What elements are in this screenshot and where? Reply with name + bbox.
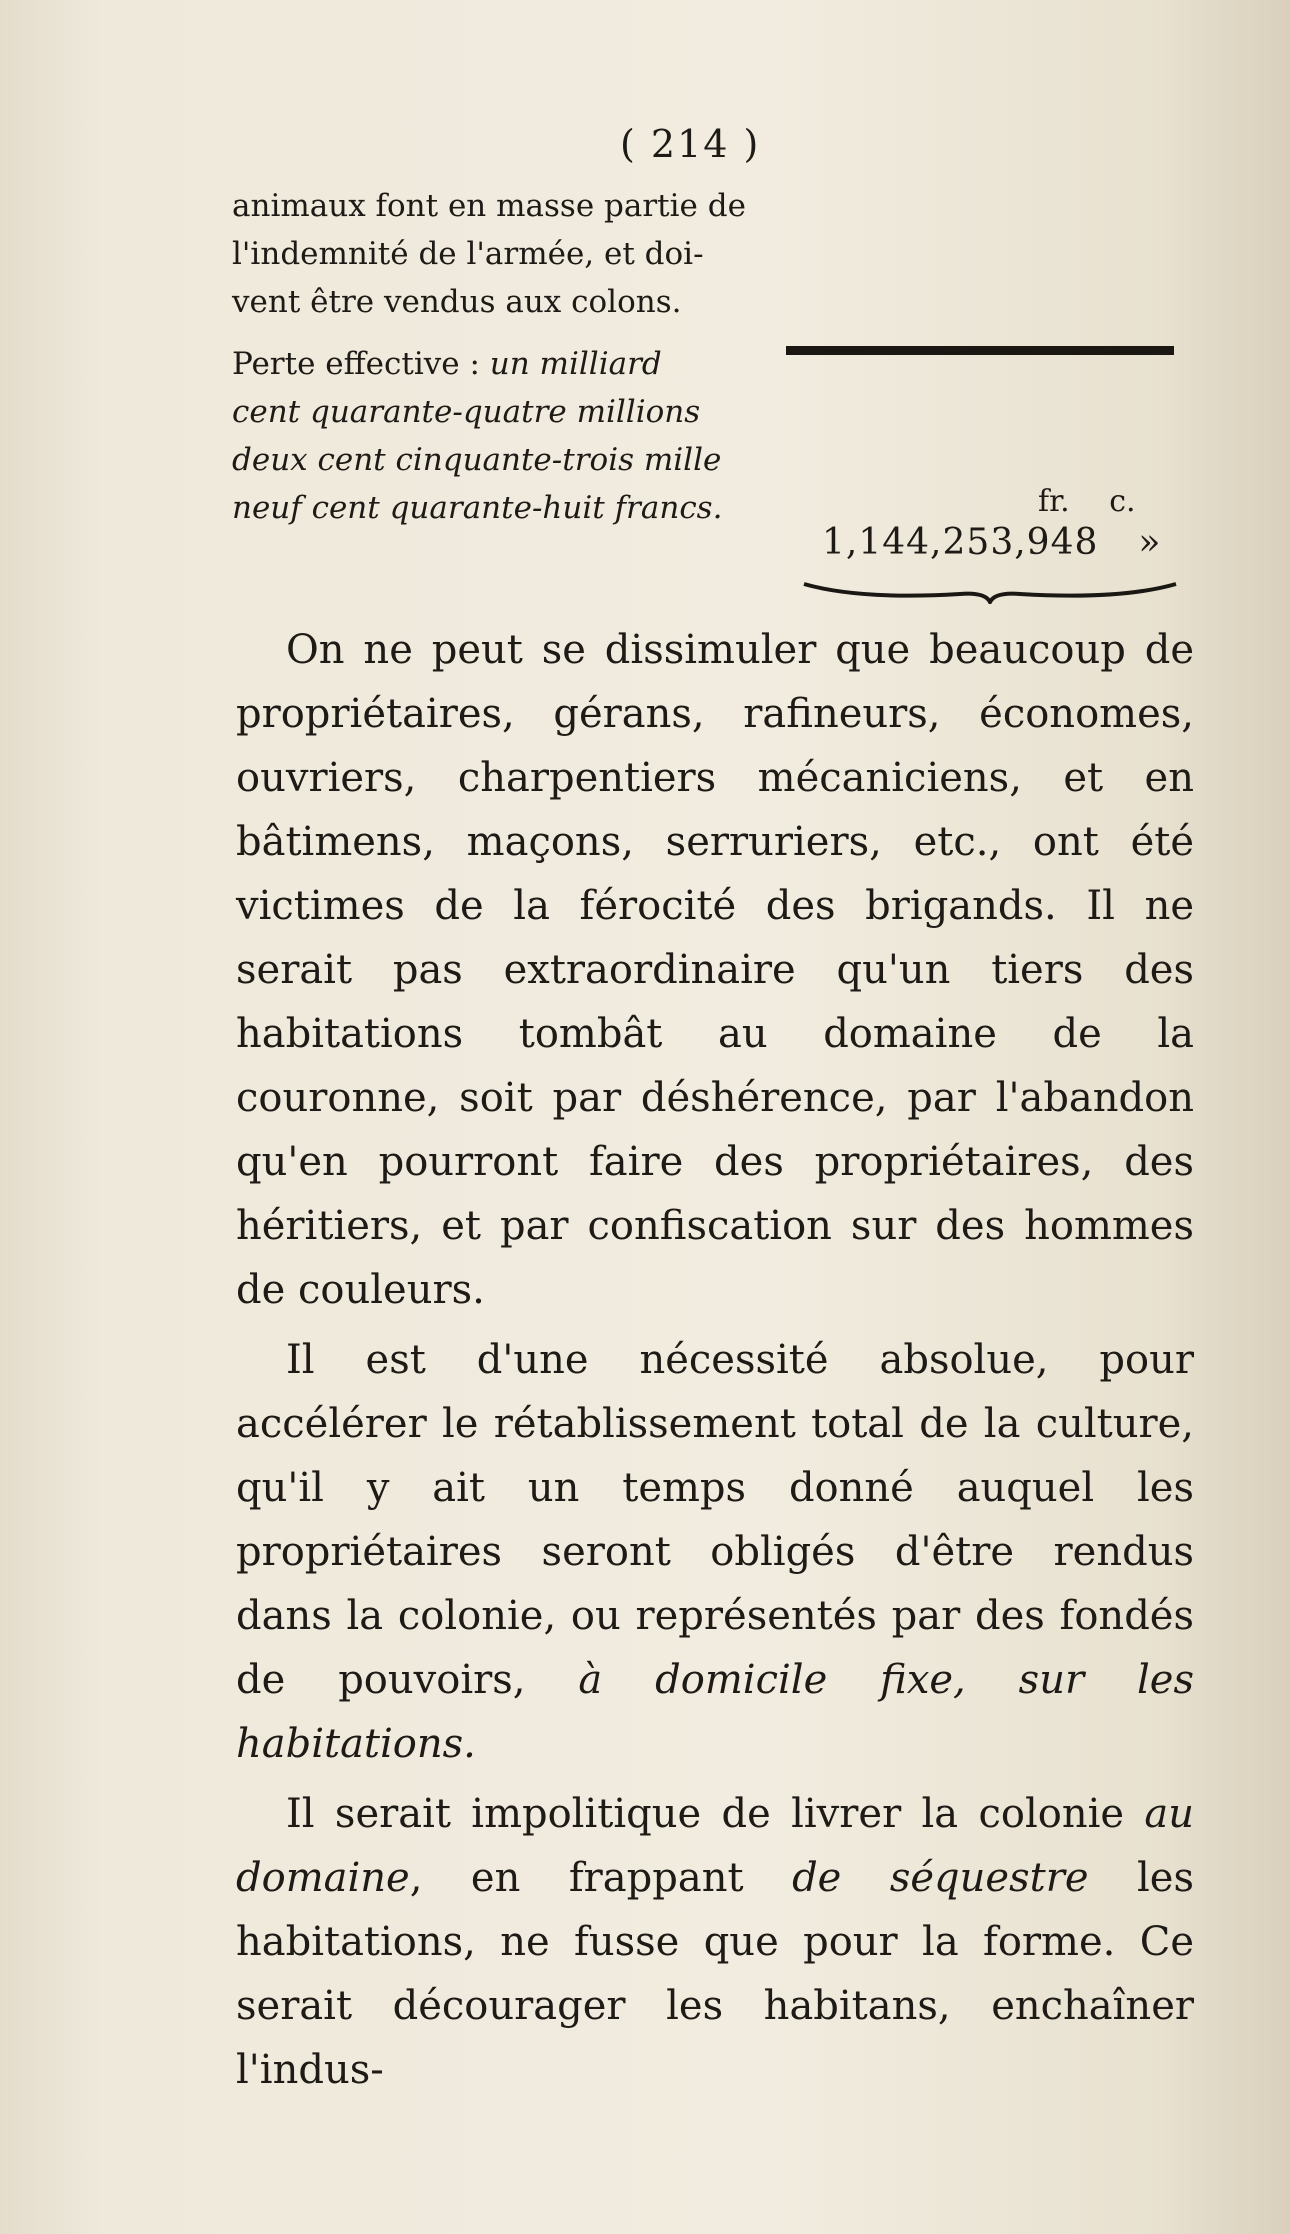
loss-amount: 1,144,253,948 xyxy=(822,522,1099,563)
paragraph-text: , en frappant xyxy=(409,1855,744,1901)
indemnity-line: animaux font en masse partie de xyxy=(232,188,746,224)
paragraph-text: les habitations, ne fusse que pour la forme. Ce serait décourager les habitans, enchaîner l'indus- xyxy=(236,1855,1194,2093)
paragraph xyxy=(236,1328,1194,1776)
indemnity-line: l'indemnité de l'armée, et doi- xyxy=(232,236,704,272)
paragraph-emphasis: au domaine xyxy=(236,1791,1195,1901)
loss-words: un milliard xyxy=(489,346,662,382)
currency-header: fr. c. xyxy=(1038,484,1136,519)
loss-words: cent quarante-quatre millions xyxy=(232,394,701,430)
amount-mark: » xyxy=(1138,522,1162,563)
paragraph xyxy=(236,1782,1194,2102)
loss-amount-line xyxy=(822,522,1161,563)
loss-line xyxy=(232,340,792,388)
loss-label: Perte effective : xyxy=(232,346,480,382)
body-text xyxy=(236,618,1194,2108)
paragraph: On ne peut se dissimuler que beaucoup de propriétaires, gérans, rafineurs, économes, ouvriers, charpentiers mécaniciens, et en bâtimens, maçons, serruriers, etc., ont été victimes de la férocité des brigands. Il ne serait pas extraordinaire qu'un tiers des habitations tombât au domaine de la couronne, soit par déshérence, par l'abandon qu'en pourront faire des propriétaires, des héritiers, et par confiscation sur des hommes de couleurs. xyxy=(236,627,1194,1313)
paragraph-emphasis: de séquestre xyxy=(792,1855,1089,1901)
loss-words: neuf cent quarante-huit francs. xyxy=(232,490,723,526)
page-number: ( 214 ) xyxy=(620,122,761,166)
paragraph-emphasis: à domicile fixe, sur les habitations. xyxy=(236,1657,1195,1767)
loss-words: deux cent cinquante-trois mille xyxy=(232,442,722,478)
indemnity-block xyxy=(232,182,792,532)
paragraph-text: Il serait impolitique de livrer la colonie xyxy=(286,1791,1125,1837)
paragraph-text: Il est d'une nécessité absolue, pour accélérer le rétablissement total de la culture, qu'il y ait un temps donné auquel les propriétaires seront obligés d'être rendus dans la colonie, ou représentés par des fondés de pouvoirs, xyxy=(236,1337,1194,1703)
brace-ornament xyxy=(800,578,1180,604)
indemnity-line: vent être vendus aux colons. xyxy=(232,284,682,320)
total-rule xyxy=(786,346,1174,355)
